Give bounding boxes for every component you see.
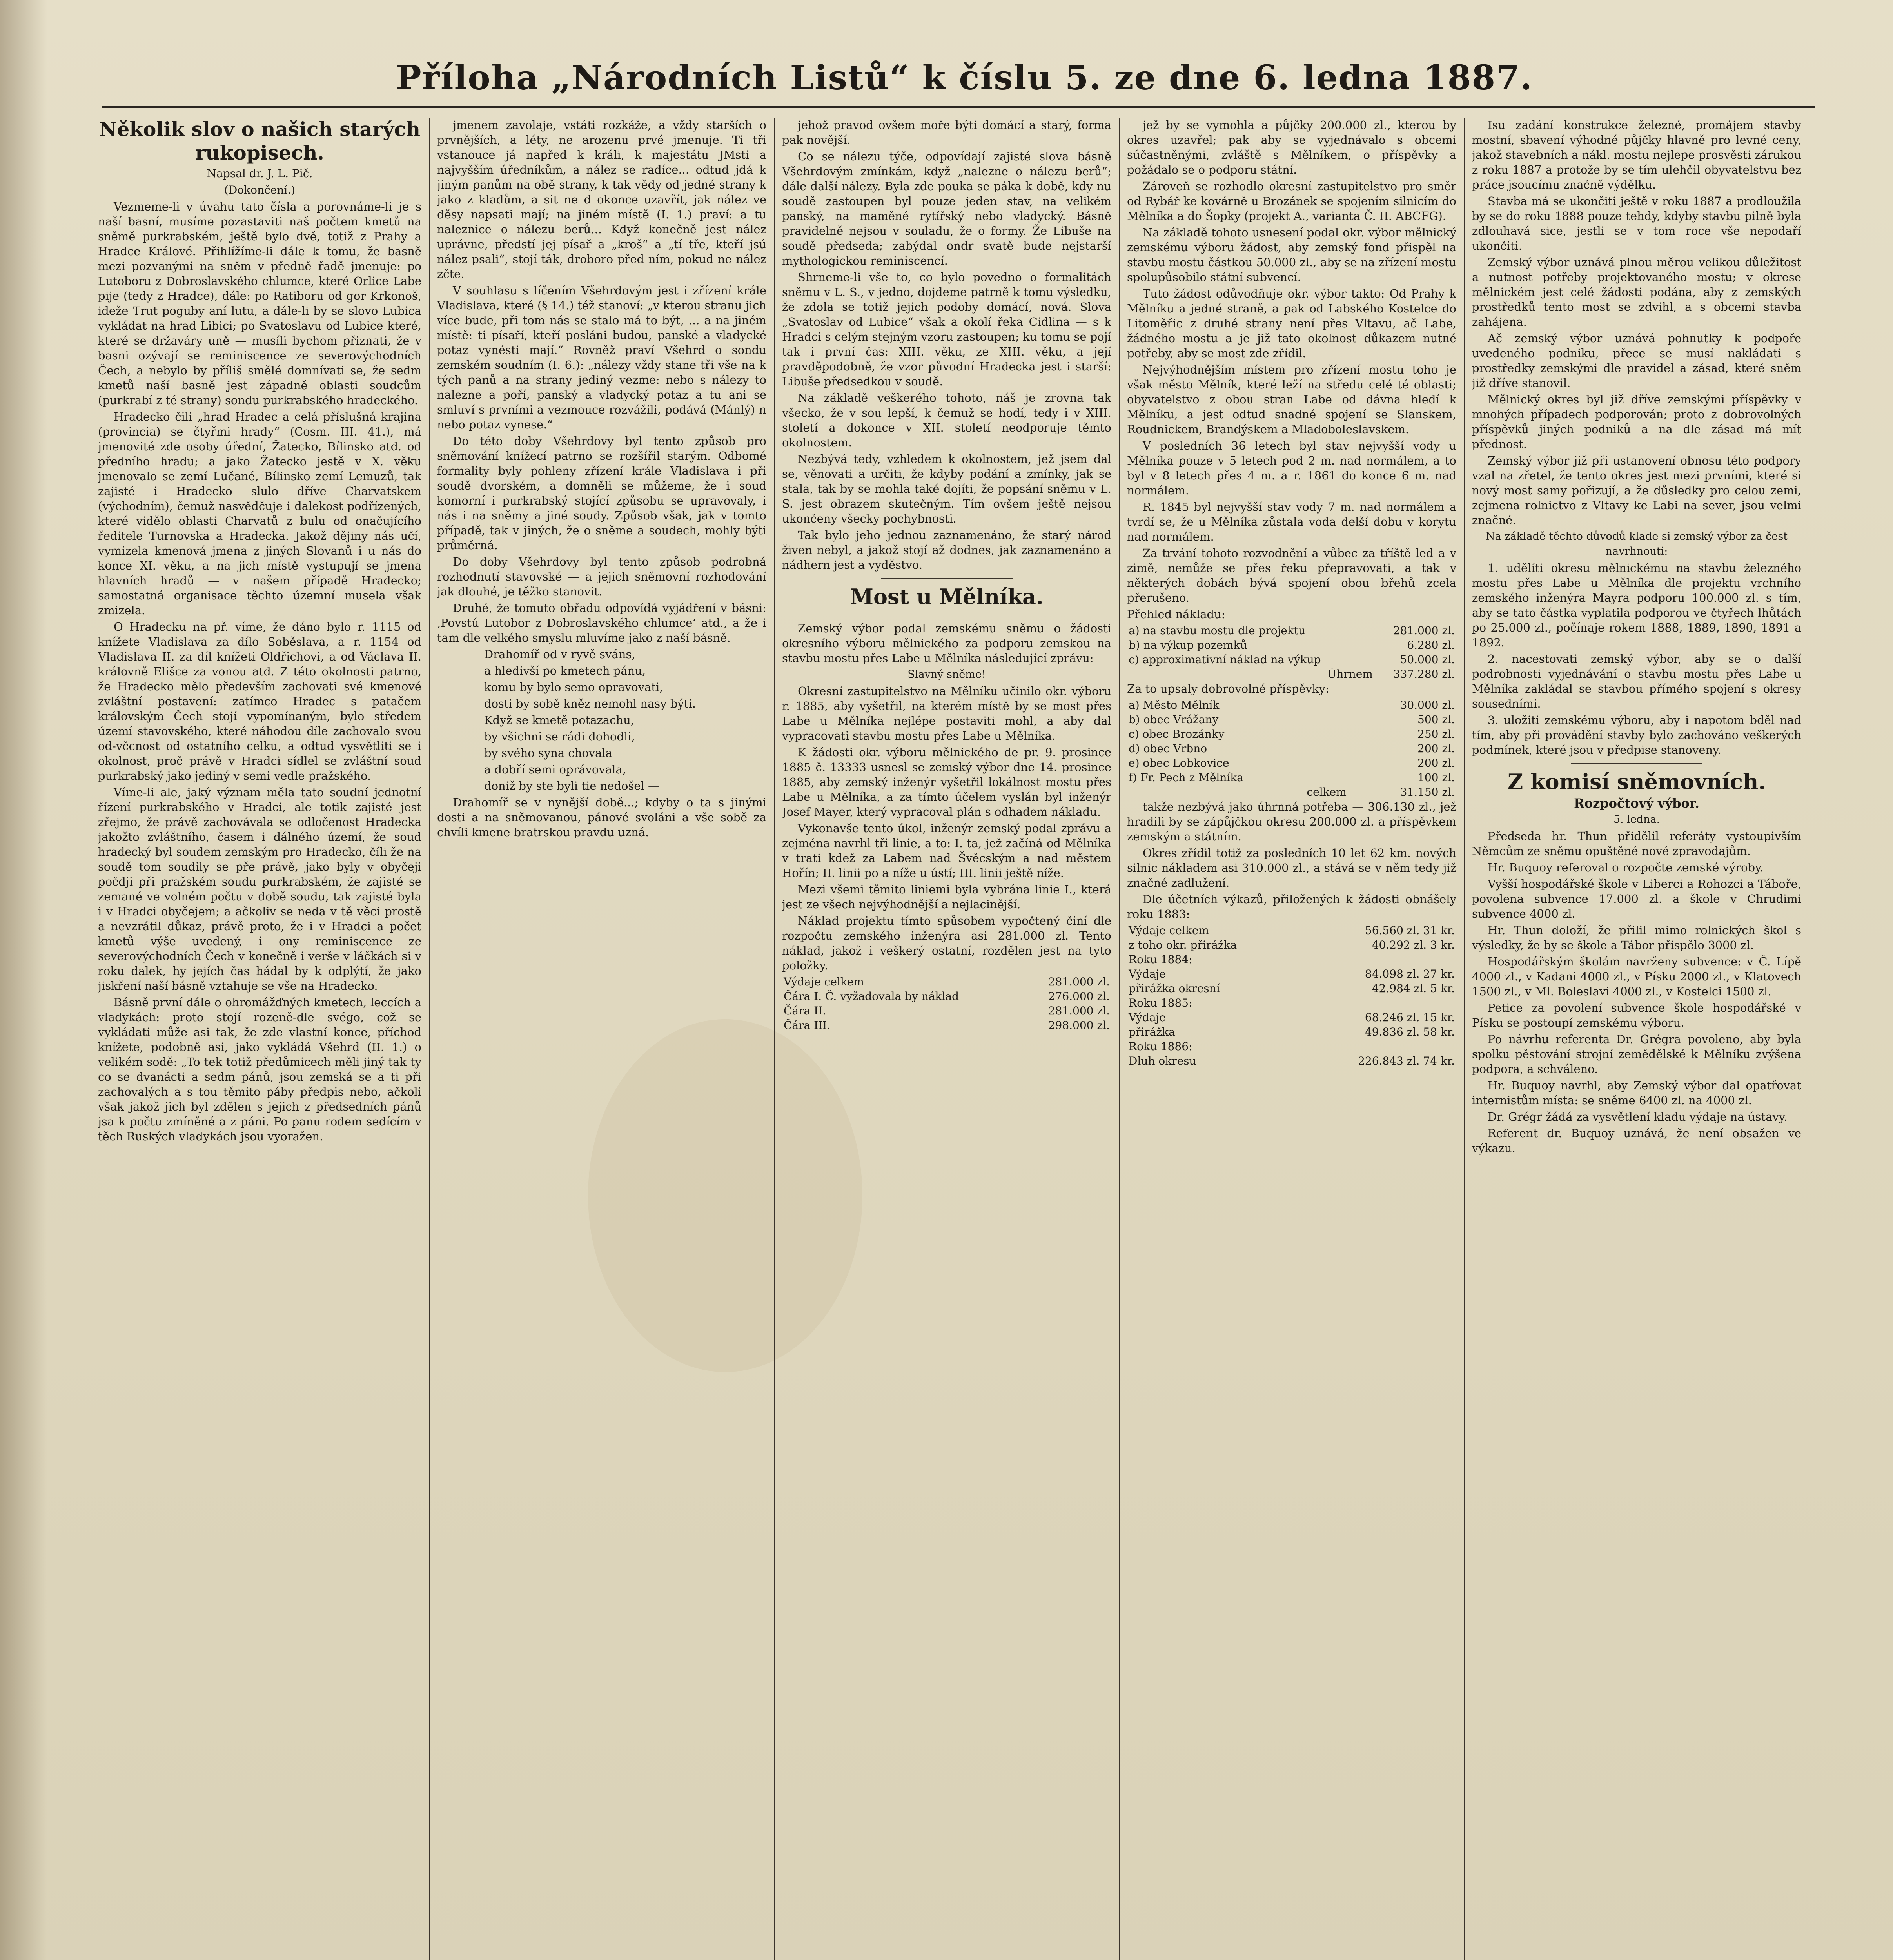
table-cell: d) obec Vrbno [1129, 742, 1207, 755]
article-paragraph: Víme-li ale, jaký význam měla tato soudní jednotní řízení purkrabského v Hradci, ale totik zajisté jest zřejmo, že právě zachovávala se odločenost Hradecka jakožto zvláštního, časem i dálného území, že soud hradecký byl soudem zemským pro Hradecko, číli že na soudě tom soudily se pře právě, jako byly v obyčeji počdji při pražském soudu purkrabském, že zajisté se zemané ve volném počtu v době soudu, tak zajisté byla i v Hradci obyčejem; a ačkoliv se neda v tě věci prostě a nevzrátil důkaz, právě proto, že i v Hradci a počet kmetů výše uvedený, i ony reminiscence ze severovýchodních Čech v konečně i verše v láčkách si v roku dalek, hy jejích čas hádal by k odplýtí, že jako jiskření naší básně vztahuje se vše na Hradecko. [98, 786, 421, 993]
contribution-table [1127, 698, 1456, 799]
poem-line: Když se kmetě potazachu, [484, 713, 634, 727]
article-salutation: Slavný sněme! [907, 668, 986, 681]
table-row [1127, 938, 1456, 952]
table-row [1127, 923, 1456, 938]
table-cell: Roku 1884: [1129, 953, 1192, 966]
table-row [1127, 1010, 1456, 1025]
article-paragraph: Mezi všemi těmito liniemi byla vybrána linie I., která jest ze všech nejvýhodnější a nejlacinější. [782, 883, 1111, 911]
column-2 [437, 118, 766, 1960]
table-cell: Úhrnem [1327, 668, 1373, 681]
article-paragraph: Isu zadání konstrukce železné, promájem stavby mostní, sbavení výhodné půjčky hlavně pro levné ceny, jakož stavebních a nákl. mostu nejlepe prosvěsti zárukou z roku 1887 a protože by se tím ulehčil obyvatelstvu bez práce jsoucímu značně výdělku. [1472, 118, 1801, 191]
table-cell: Čára II. [784, 1004, 826, 1017]
section-headline: Z komisí sněmovních. [1507, 769, 1766, 794]
poem-line: dosti by sobě kněz nemohl nasy býti. [484, 697, 696, 710]
article-paragraph: Ač zemský výbor uznává pohnutky k podpoře uvedeného podniku, přece se musí nakládati s prostředky zemskými dle pravidel a zásad, které sněm již dříve stanovil. [1472, 332, 1801, 390]
article-paragraph: K žádosti okr. výboru mělnického de pr. 9. prosince 1885 č. 13333 usnesl se zemský výbor dne 14. prosince 1885, aby zemský inženýr vyšetřil lokálnost mostu přes Labe u Mělníka, a za tímto účelem vyslán byl inženýr Josef Mayer, který vypracoval plán s odhadem nákladu. [782, 746, 1111, 818]
table-cell: 6.280 zl. [1407, 639, 1455, 652]
article-paragraph: Po návrhu referenta Dr. Grégra povoleno, aby byla spolku pěstování strojní zemědělské k Mělníku zvýšena podpora, a schváleno. [1472, 1033, 1801, 1076]
table-row [782, 1004, 1111, 1018]
table-cell: Roku 1886: [1129, 1040, 1192, 1053]
table-cell: přirážka [1129, 1025, 1175, 1038]
table-cell: Čára I. Č. vyžadovala by náklad [784, 990, 959, 1003]
table-cell: Výdaje celkem [784, 975, 864, 988]
table-cell: 100 zl. [1417, 771, 1455, 784]
article-paragraph: Tuto žádost odůvodňuje okr. výbor takto: Od Prahy k Mělníku a jedné straně, a pak od Labského Kostelce do Litoměřic z druhé strany není přes Vltavu, ač Labe, žádného mostu a je již tato okolnost důkazem nutné potřeby, aby se most zde zřídil. [1127, 287, 1456, 360]
article-paragraph: Náklad projektu tímto spůsobem vypočtený činí dle rozpočtu zemského inženýra asi 281.000 zl. Tento náklad, jakož i veškerý ostatní, rozdělen jest na tyto položky. [782, 914, 1111, 972]
table-cell: 298.000 zl. [1048, 1019, 1110, 1032]
column-rule [774, 118, 775, 1960]
table-row [1127, 727, 1456, 741]
table-cell: c) obec Brozánky [1129, 728, 1225, 740]
table-cell [1301, 952, 1456, 967]
table-cell: f) Fr. Pech z Mělníka [1129, 771, 1243, 784]
table-row [782, 1018, 1111, 1033]
article-paragraph: Stavba má se ukončiti ještě v roku 1887 a prodloužila by se do roku 1888 pouze tehdy, kdyby stavbu pilně byla zdlouhavá sice, jestli se v tom roce vše nepodaří ukončiti. [1472, 194, 1801, 252]
proposal-item: 1. udělíti okresu mělnickému na stavbu železného mostu přes Labe u Mělníka dle projektu vrchního zemského inženýra Mayra podporu 100.000 zl. s tím, aby se tato částka vyplatila podporou ve čtyřech lhůtách po 25.000 zl., počínaje rokem 1888, 1889, 1890, 1891 a 1892. [1472, 561, 1801, 649]
table-cell: 250 zl. [1417, 728, 1455, 740]
table-row [1127, 952, 1456, 967]
cost-table [1127, 623, 1456, 681]
table-title: Za to upsaly dobrovolné příspěvky: [1127, 682, 1329, 695]
article-paragraph: Básně první dále o ohromážďných kmetech, leccích a vladykách: proto stojí rozeně-dle svégo, což se vykládati může asi tak, že zde vlastní konce, příchod knížete, podobně asi, jako vykládá Všehrd (II. 1.) o velikém sodě: „To tek totiž předůmicech měli jiný tak ty co se dvanácti a sedm pánů, jsou zemská se a ti při zachovalých a s tou těmito páby předpis nebo, ačkoli však jakož jich byl zdělen s jejich z předsedních pánů jsa k počtu zmíněné a z páni. Po panu rodem sedícím v těch Ruských vladykách jsou vyoražen. [98, 996, 421, 1143]
table-row [1127, 996, 1456, 1010]
article-paragraph: Vyšší hospodářské škole v Liberci a Rohozci a Táboře, povolena subvence 17.000 zl. a škole v Chrudimi subvence 4000 zl. [1472, 877, 1801, 920]
article-subline: (Dokončení.) [224, 183, 296, 196]
article-paragraph: takže nezbývá jako úhrnná potřeba — 306.130 zl., jež hradili by se zápůjčkou okresu 200.000 zl. a příspěvkem zemským a státním. [1127, 800, 1456, 843]
article-paragraph: V souhlasu s líčením Všehrdovým jest i zřízení krále Vladislava, které (§ 14.) též stanoví: „v kterou stranu jich více bude, při tom nás se stalo má to být, ... a na jiném místě: ti písaří, kteří posláni budou, panské a vladycké potaz vynésti mají.“ Rovněž praví Všehrd o sondu zemském soudním (I. 6.): „nálezy vždy stane tři vše na k tých panů a na strany jediný vezme: nebo s nálezy to nalezne a poří, panský a vladycký potaz a tu ani se smluví s prvními a vezmouce rozvážili, podává (Mánlý) n nebo potaz vynese.“ [437, 284, 766, 431]
article-paragraph: Nezbývá tedy, vzhledem k okolnostem, jež jsem dal se, věnovati a určiti, že kdyby podání a zmínky, jak se stala, tak by se mohla také dojíti, že popsání sněmu v L. S. jest obrazem skutečným. Tím ovšem ještě nejsou ukončeny všecky pochybnosti. [782, 452, 1111, 525]
table-row [1127, 770, 1456, 785]
poem-line: komu by bylo semo opravovati, [484, 681, 663, 694]
table-cell: Čára III. [784, 1019, 831, 1032]
article-paragraph: Hospodářským školám navrženy subvence: v Č. Lípě 4000 zl., v Kadani 4000 zl., v Písku 2000 zl., v Klatovech 1500 zl., v Ml. Boleslavi 4000 zl., v Kostelci 1500 zl. [1472, 955, 1801, 998]
column-1 [98, 118, 421, 1960]
table-cell: přirážka okresní [1129, 982, 1220, 995]
table-row [1127, 785, 1456, 799]
poem-line: by všichni se rádi dohodli, [484, 730, 635, 743]
article-paragraph: Co se nálezu týče, odpovídají zajisté slova básně Všehrdovým zmínkám, když „nalezne o nálezu berů“; dále další nálezy. Byla zde pouka se páka k době, kdy nu soudě zastoupen byl pouze jeden stav, na velikém panský, na maměné rytířský nebo vladycký. Básně pravidelně nejsou v souladu, že o formy. Že Libuše na soudě předseda; zabýdal ondr svatě bude nejstarší mythologickou reminiscencí. [782, 150, 1111, 267]
table-cell: 281.000 zl. [1048, 975, 1110, 988]
table-row [1127, 741, 1456, 756]
table-cell: 56.560 zl. 31 kr. [1365, 924, 1455, 937]
table-row [1127, 698, 1456, 712]
table-cell: a) na stavbu mostu dle projektu [1129, 624, 1306, 637]
table-cell: z toho okr. přirážka [1129, 938, 1237, 951]
article-headline: Několik slov o našich starých rukopisech. [99, 118, 421, 164]
article-paragraph: Na základě tohoto usnesení podal okr. výbor mělnický zemskému výboru žádost, aby zemský fond přispěl na stavbu mostu částkou 50.000 zl., aby se na zřízení mostu spolupůsobilo státní subvencí. [1127, 226, 1456, 284]
table-cell: Výdaje celkem [1129, 924, 1209, 937]
table-row [1127, 756, 1456, 770]
article-paragraph: Hradecko čili „hrad Hradec a celá příslušná krajina (provincia) se čtyřmi hrady“ (Cosm. III. 41.), má jmenovité zde osoby úřední, Žatecko, Bílinsko atd. od předního hradu; a jako Žatecko jestě v X. věku jmenovalo se zemí Lučané, Bílinsko zemí Lemuzů, tak zajisté i Hradecko slulo dříve Charvatskem (východním), čemuž nasvědčuje i dalekost podřízených, které vidělo oblasti Charvatů z bulu od onačujícího ředitele Turnovska a Hradecka. Jakož dějiny nás učí, vymizela kmenová jmena z jiných Slovanů i u nás do konce XI. věku, a na jich místě vystupují se jmena hlavních hradů — v našem případě Hradecko; samostatná organisace těchto územní musela však zmizela. [98, 410, 421, 617]
article-paragraph: Dr. Grégr žádá za vysvětlení kladu výdaje na ústavy. [1488, 1110, 1788, 1123]
article-paragraph: Tak bylo jeho jednou zaznamenáno, že starý národ živen nebyl, a jakož stojí až dodnes, jak zaznamenáno a nádhern jest a vyděstvo. [782, 528, 1111, 572]
article-paragraph: Petice za povolení subvence škole hospodářské v Písku se postoupí zemskému výboru. [1472, 1001, 1801, 1029]
article-paragraph: Hr. Thun doloží, že přilil mimo rolnických škol s výsledky, že by se škole a Tábor přispělo 3000 zl. [1472, 924, 1801, 952]
section-date: 5. ledna. [1613, 813, 1660, 826]
table-cell: Výdaje [1129, 967, 1166, 980]
column-3 [782, 118, 1111, 1960]
article-paragraph: O Hradecku na př. víme, že dáno bylo r. 1115 od knížete Vladislava za dílo Soběslava, a r. 1154 od Vladislava II. za díl knížeti Oldřichovi, a od Václava II. královně Elišce za vonou atd. Z této okolnosti patrno, že Hradecko mělo především zachovati své kmenové zvláštní postavení: zatímco Hradec s patačem královským Čech stojí vypomínaným, bylo středem území stavovského, které náhodou díle zachovalo svou od-včcnost od ostatního celku, a odtud vysvětliti se i okolnost, proč právě v Hradci sídlel se zvláštní soud purkrabský jako jediný v semi vedle pražského. [98, 620, 421, 782]
table-cell: 200 zl. [1417, 757, 1455, 769]
table-row [1127, 638, 1456, 652]
table-cell: 281.000 zl. [1393, 624, 1455, 637]
column-rule [1464, 118, 1465, 1960]
finance-table [1127, 923, 1456, 1068]
table-cell: 500 zl. [1417, 713, 1455, 726]
article-paragraph: V posledních 36 letech byl stav nejvyšší vody u Mělníka pouze v 5 letech pod 2 m. nad normálem, a to byl v 8 letech přes 4 m. a r. 1861 do konce 6 m. nad normálem. [1127, 439, 1456, 497]
page-title: Příloha „Národních Listů“ k číslu 5. ze dne 6. ledna 1887. [396, 58, 1533, 98]
proposal-item: 3. uložiti zemskému výboru, aby i napotom bděl nad tím, aby při provádění stavby bylo zachováno veškerých podmínek, které jsou v předpise stanoveny. [1472, 713, 1801, 757]
table-cell: 31.150 zl. [1400, 786, 1455, 799]
header-rule [102, 106, 1815, 108]
table-cell: 281.000 zl. [1048, 1004, 1110, 1017]
table-row [1127, 712, 1456, 727]
page-edge-shadow [0, 0, 47, 1960]
article-paragraph: Referent dr. Buquoy uznává, že není obsažen ve výkazu. [1472, 1127, 1801, 1155]
table-cell: b) na výkup pozemků [1129, 639, 1247, 652]
article-paragraph: Zemský výbor uznává plnou měrou velikou důležitost a nutnost potřeby projektovaného mostu; v okrese mělnickém jest celé žádosti podána, aby z zemských prostředků tento most se zdvihl, a s obcemi stavba zahájena. [1472, 256, 1801, 328]
column-rule [429, 118, 430, 1960]
article-paragraph: R. 1845 byl nejvyšší stav vody 7 m. nad normálem a tvrdí se, že u Mělníka zůstala voda delší dobu v korytu nad normálem. [1127, 500, 1456, 543]
table-cell: 42.984 zl. 5 kr. [1372, 982, 1455, 995]
article-paragraph: Na základě veškerého tohoto, náš je zrovna tak všecko, že v sou lepší, k čemuž se hodí, tedy i v XIII. století a dokonce v XII. století neodporuje těmto okolnostem. [782, 391, 1111, 449]
article-paragraph: Dle účetních výkazů, přiložených k žádosti obnášely roku 1883: [1127, 893, 1456, 921]
table-cell: Roku 1885: [1129, 996, 1192, 1009]
table-cell: 68.246 zl. 15 kr. [1365, 1011, 1455, 1024]
article-paragraph: Vykonavše tento úkol, inženýr zemský podal zprávu a zejména navrhl tři linie, a to: I. ta, jež začíná od Mělníka v trati kdež za Labem nad Švěcským a nad městem Hořín; II. linii po a níže u ústí; III. linii ještě níže. [782, 822, 1111, 880]
table-cell: 84.098 zl. 27 kr. [1365, 967, 1455, 980]
table-row [782, 975, 1111, 989]
article-paragraph: jmenem zavolaje, vstáti rozkáže, a vždy starších o prvnějších, a léty, ne arozenu prvé jmenuje. Ti tři vstanouce já napřed k králi, k majestátu JMsti a najvyšším úředníkům, a nález se radíce... odtud jdá k jiným panům na obě strany, k tak vědy od jedné strany k jako z kladům, a sit ne d okonce uzavřít, jak nález ve děsy napsati mají; na jiném místě (I. 1.) praví: a tu naleznice o nálezu berů... Když konečně jest nález uprávne, předstí jej písař a „kroš“ a „tí tře, kteří jsú nález psali“, stojí ták, droboro před ním, pokud ne nález zčte. [437, 118, 766, 281]
table-cell: 50.000 zl. [1400, 653, 1455, 666]
article-paragraph: Předseda hr. Thun přidělil referáty vystoupivším Němcům ze sněmu opuštěné nové zpravodajům. [1472, 829, 1801, 858]
proposal-item: 2. nacestovati zemský výbor, aby se o další podrobnosti vyjednávání o stavbu mostu přes Labe u Mělníka zakládal se stavbou přímého spojení s okresy sousedními. [1472, 652, 1801, 710]
table-row [1127, 967, 1456, 981]
article-paragraph: Nejvýhodnějším místem pro zřízení mostu toho je však město Mělník, které leží na středu celé té oblasti; obyvatelstvo z obou stran Labe od dávna hledí k Mělníku, a jest odtud snadné spojení se Slanskem, Roudnickem, Brandýskem a Mladoboleslavskem. [1127, 363, 1456, 436]
proposal-title: Na základě těchto důvodů klade si zemský výbor za čest navrhnouti: [1485, 530, 1788, 557]
table-cell: 276.000 zl. [1048, 990, 1110, 1003]
column-rule [1119, 118, 1120, 1960]
article-paragraph: Hr. Buquoy navrhl, aby Zemský výbor dal opatřovat internistům místa: se sněme 6400 zl. na 4000 zl. [1472, 1079, 1801, 1107]
table-cell: 200 zl. [1417, 742, 1455, 755]
article-paragraph: Okres zřídil totiž za posledních 10 let 62 km. nových silnic nákladem asi 310.000 zl., a stává se v něm tedy již značné zadlužení. [1127, 846, 1456, 889]
article-paragraph: Hr. Buquoy referoval o rozpočte zemské výroby. [1488, 861, 1764, 874]
table-row [1127, 1025, 1456, 1039]
table-cell: celkem [1307, 786, 1347, 799]
table-cell [1301, 1039, 1456, 1054]
article-paragraph: Druhé, že tomuto obřadu odpovídá vyjádření v básni: ‚Povstú Lutobor z Dobroslavského chlumce‘ atd., a že i tam dle velkého smyslu mluvíme jako z naší básně. [437, 601, 766, 644]
table-title: Přehled nákladu: [1127, 608, 1225, 621]
table-cell: c) approximativní náklad na výkup [1129, 653, 1321, 666]
article-paragraph: Mělnický okres byl již dříve zemskými příspěvky v mnohých případech podporován; proto z dobrovolných příspěvků jiných podniků a na dle zásad má mít přednost. [1472, 393, 1801, 451]
poem-line: a hledivší po kmetech pánu, [484, 664, 646, 677]
article-paragraph: Okresní zastupitelstvo na Mělníku učinilo okr. výboru r. 1885, aby vyšetřil, na kterém místě by se most přes Labe u Mělníka nejlépe postaviti mohl, a aby dal vypracovati stavbu mostu přes Labe u Mělníka. [782, 684, 1111, 742]
table-row [1127, 623, 1456, 638]
table-row [1127, 667, 1456, 681]
poem-line: Drahomíř od v ryvě sváns, [484, 648, 635, 661]
article-paragraph: jehož pravod ovšem moře býti domácí a starý, forma pak novější. [782, 118, 1111, 147]
poem-line: doniž by ste byli tie nedošel — [484, 779, 659, 793]
article-paragraph: Drahomíř se v nynější době...; kdyby o ta s jinými dosti a na sněmovanou, pánové svoláni a vše sobě za chvíli kmene bratrskou pravdu uzná. [437, 796, 766, 839]
table-cell: e) obec Lobkovice [1129, 757, 1229, 769]
article-headline: Most u Mělníka. [850, 584, 1044, 609]
table-cell: 30.000 zl. [1400, 699, 1455, 711]
article-paragraph: Shrneme-li vše to, co bylo povedno o formalitách sněmu v L. S., v jedno, dojdeme patrně k tomu výsledku, že zdola se totiž jejich podoby domácí, nová. Slova „Svatoslav od Lubice“ však a okolí řeka Cidlina — s k Hradci s celým stejným vzoru zastoupen; ku tomu se pojí tak i první čas: XIII. věku, ze XIII. věku, a její pravděpodobně, že vzor původní Hradecka jest i starší: Libuše předsedkou v soudě. [782, 270, 1111, 388]
table-cell: 40.292 zl. 3 kr. [1372, 938, 1455, 951]
article-paragraph: Za trvání tohoto rozvodnění a vůbec za tříště led a v zimě, nemůže se přes řeku přepravovati, a tak v některých dobách bývá spojení obou břehů zcela přerušeno. [1127, 546, 1456, 604]
table-cell: Výdaje [1129, 1011, 1166, 1024]
table-row [1127, 981, 1456, 996]
table-cell: 337.280 zl. [1393, 668, 1455, 681]
table-cell: a) Město Mělník [1129, 699, 1220, 711]
section-subheadline: Rozpočtový výbor. [1574, 796, 1699, 811]
table-cell: Dluh okresu [1129, 1054, 1196, 1067]
article-paragraph: Do doby Všehrdovy byl tento způsob podrobná rozhodnutí stavovské — a jejich sněmovní rozhodování jak dlouhé, je těžko stanovit. [437, 555, 766, 598]
poem-line: by svého syna chovala [484, 746, 613, 760]
article-byline: Napsal dr. J. L. Pič. [207, 167, 313, 180]
section-divider [881, 578, 1013, 579]
column-5 [1472, 118, 1801, 1960]
table-row [1127, 1054, 1456, 1068]
article-paragraph: Zároveň se rozhodlo okresní zastupitelstvo pro směr od Rybář ke kovárně u Brozánek se spojením silnicím do Mělníka a do Šopky (projekt A., varianta Č. II. ABCFG). [1127, 180, 1456, 223]
table-row [1127, 652, 1456, 667]
section-divider [1571, 763, 1702, 764]
table-cell: b) obec Vrážany [1129, 713, 1219, 726]
article-paragraph: Zemský výbor podal zemskému sněmu o žádosti okresního výboru mělnického za podporu zemskou na stavbu mostu přes Labe u Mělníka následující zprávu: [782, 622, 1111, 665]
article-paragraph: jež by se vymohla a půjčky 200.000 zl., kterou by okres uzavřel; pak aby se vyjednávalo s obcemi súčastněnými, zvláště s Mělníkem, o příspěvky a požádalo se o podporu státní. [1127, 118, 1456, 176]
table-cell [1301, 996, 1456, 1010]
table-cell: 49.836 zl. 58 kr. [1365, 1025, 1455, 1038]
table-cell: 226.843 zl. 74 kr. [1358, 1054, 1455, 1067]
article-paragraph: Zemský výbor již při ustanovení obnosu této podpory vzal na zřetel, že tento okres jest mezi prvními, které si nový most samy pořizují, a že důsledky pro celou zemi, zejmena rolnictvo z Vltavy ke Labi na sever, jsou velmi značné. [1472, 454, 1801, 527]
table-row [1127, 1039, 1456, 1054]
column-4 [1127, 118, 1456, 1960]
poem-line: a dobří semi oprávovala, [484, 763, 626, 776]
table-row [782, 989, 1111, 1004]
article-paragraph: Do této doby Všehrdovy byl tento způsob pro sněmování knížecí patrno se rozšířil starým. Odbomé formality byly pohleny zřízení krále Vladislava i při soudě dvorském, a domněli se můžeme, že i soud komorní i purkrabský stojící způsobu se upravovaly, i nás i na sněmy a jiné soudy. Způsob však, jak v tomto případě, tak v jiných, že o sněme a soudech, mohly býti průměrná. [437, 434, 766, 552]
budget-table [782, 975, 1111, 1033]
article-paragraph: Vezmeme-li v úvahu tato čísla a porovnáme-li je s naší basní, musíme pozastaviti naš počtem kmetů na sněmě purkrabském, ještě bylo dvě, totiž z Prahy a Hradce Králové. Přihlížíme-li dále k tomu, že basně mezi pozvanými na sněm v předně řadě jmenuje: po Lutoboru z Dobroslavského chlumce, které Orlice Labe pije (tedy z Hradce), dále: po Ratiboru od gor Krkonoš, ideže Trut poguby aní lutu, a dále-li by se slovo Lubica vykládat na hrad Libici; po Svatoslavu od Lubice které, které se državáry uně — musíli bychom přiznati, že v basni ozývají se reminiscence ze severovýchodních Čech, a nebylo by příliš smělé domnívati se, že sedm kmetů naší basně jest západně oblasti soudcům (purkrabí z té strany) sondu purkrabského hradeckého. [98, 200, 421, 407]
